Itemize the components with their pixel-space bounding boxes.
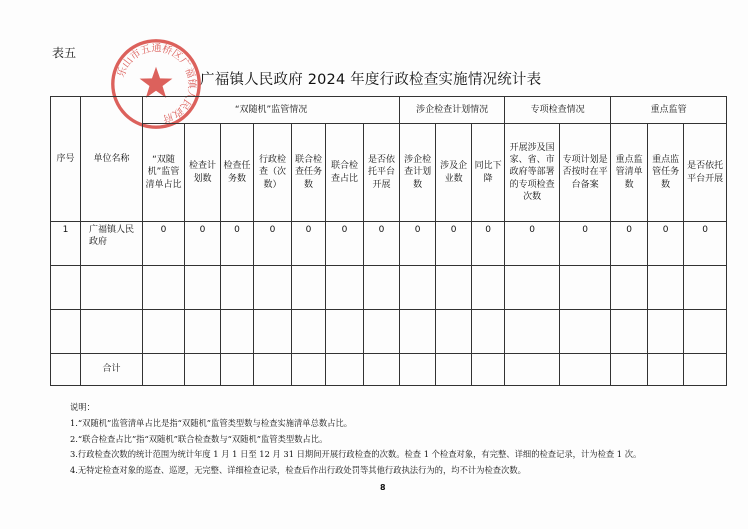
group-enterprise-plan: 涉企检查计划情况	[400, 97, 505, 124]
row-value: 0	[400, 222, 436, 266]
note-item: 2.“联合检查占比”指“双随机”联合检查数与“双随机”监管类型数占比。	[70, 433, 328, 444]
header-dual-random-ratio: “双随机”监管清单占比	[143, 124, 185, 222]
seal-text: 乐山市五通桥区广福镇人民政府	[116, 43, 197, 124]
header-enterprise-plan-count: 涉企检查计划数	[400, 124, 436, 222]
table-row-empty	[51, 310, 727, 354]
header-key-list-count: 重点监管清单数	[611, 124, 648, 222]
row-value: 0	[684, 222, 727, 266]
statistics-table	[50, 96, 727, 386]
table-total-row	[51, 354, 727, 386]
row-value: 0	[292, 222, 326, 266]
row-value: 0	[505, 222, 560, 266]
header-enterprise-count: 涉及企业数	[436, 124, 472, 222]
header-task-count: 检查任务数	[221, 124, 254, 222]
header-unit-name: 单位名称	[81, 97, 143, 222]
group-dual-random: “双随机”监管情况	[143, 97, 400, 124]
row-value: 0	[143, 222, 185, 266]
notes	[70, 400, 710, 479]
row-value: 0	[560, 222, 611, 266]
row-unit-name: 广福镇人民政府	[81, 222, 143, 266]
header-plan-count: 检查计划数	[185, 124, 221, 222]
total-label: 合计	[81, 354, 143, 386]
header-joint-task-count: 联合检查任务数	[292, 124, 326, 222]
group-special-inspection: 专项检查情况	[505, 97, 611, 124]
note-item: 4.无特定检查对象的巡查、巡逻，无完整、详细检查记录，检查后作出行政处罚等其他行政执法行为的，均不计为检查次数。	[70, 465, 526, 475]
header-seq: 序号	[51, 97, 81, 222]
row-seq: 1	[51, 222, 81, 266]
header-inspection-times: 行政检查（次数）	[254, 124, 292, 222]
table-row	[51, 222, 727, 266]
table-row-empty	[51, 266, 727, 310]
row-value: 0	[364, 222, 400, 266]
page-number: 8	[380, 483, 386, 492]
row-value: 0	[436, 222, 472, 266]
note-item: 3.行政检查次数的统计范围为统计年度 1 月 1 日至 12 月 31 日期间开展行政检查的次数。检查 1 个检查对象，有完整、详细的检查记录，计为检查 1 次。	[70, 449, 642, 460]
header-yoy-decline: 同比下降	[472, 124, 505, 222]
group-key-supervision: 重点监管	[611, 97, 727, 124]
header-platform-based: 是否依托平台开展	[364, 124, 400, 222]
row-value: 0	[185, 222, 221, 266]
notes-title: 说明：	[70, 402, 95, 412]
row-value: 0	[326, 222, 364, 266]
document-title: 广福镇人民政府 2024 年度行政检查实施情况统计表	[200, 72, 542, 88]
row-value: 0	[611, 222, 648, 266]
seal-star-icon	[140, 67, 173, 98]
header-key-platform: 是否依托平台开展	[684, 124, 727, 222]
row-value: 0	[254, 222, 292, 266]
table-label: 表五	[52, 46, 77, 60]
note-item: 1.“双随机”监管清单占比是指“双随机”监管类型数与检查实施清单总数占比。	[70, 417, 353, 428]
header-key-task-count: 重点监管任务数	[648, 124, 684, 222]
row-value: 0	[648, 222, 684, 266]
row-value: 0	[221, 222, 254, 266]
header-special-filed: 专项计划是否按时在平台备案	[560, 124, 611, 222]
header-special-count: 开展涉及国家、省、市政府等部署的专项检查次数	[505, 124, 560, 222]
header-joint-ratio: 联合检查占比	[326, 124, 364, 222]
row-value: 0	[472, 222, 505, 266]
